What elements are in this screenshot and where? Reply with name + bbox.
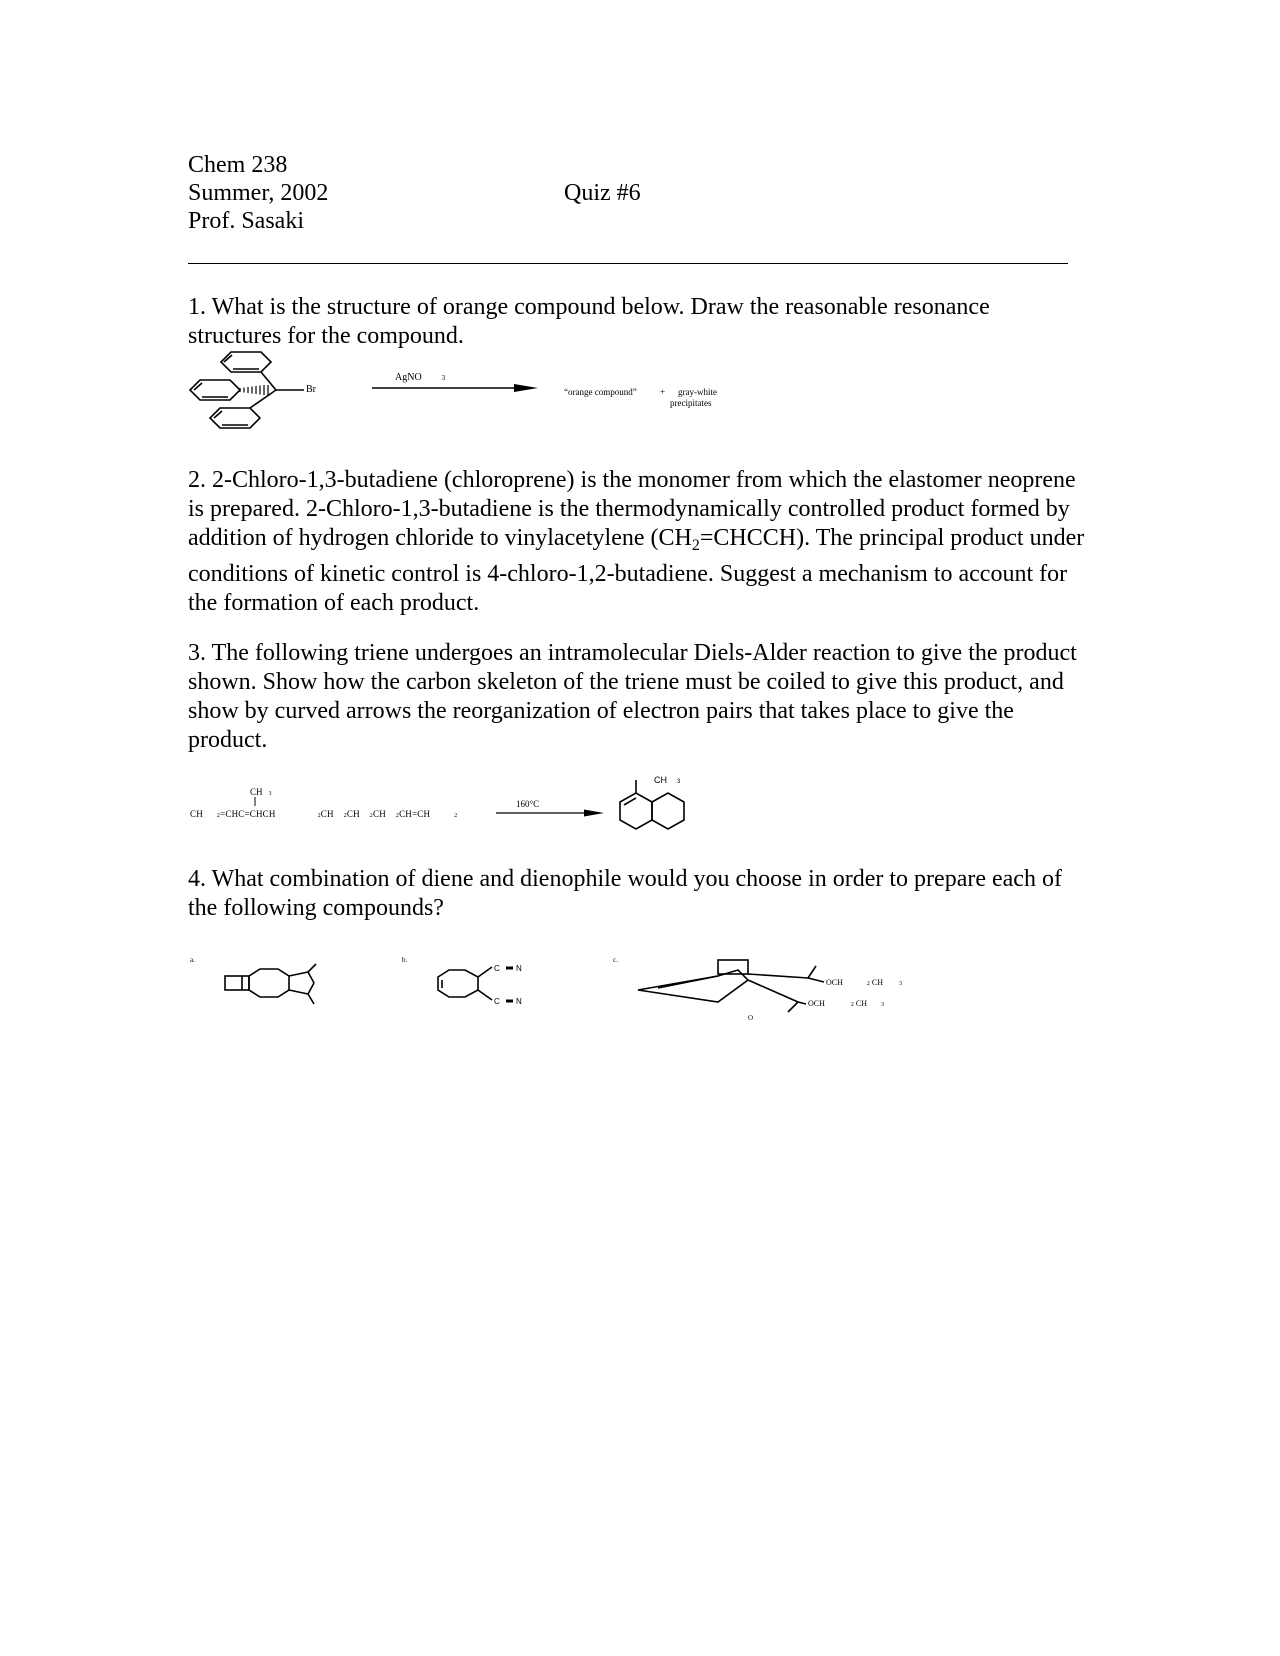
plus-sign: +: [660, 387, 666, 397]
chain-4: 2: [317, 813, 321, 819]
question-1: 1. What is the structure of orange compound below. Draw the reasonable resonance structures for the compound.: [188, 294, 990, 349]
question-2-text-b: =CHCCH). The principal product under conditions of kinetic control is 4-chloro-1,2-butadiene. Suggest a mechanism to account for the formation of each product.: [188, 525, 1085, 616]
question-3: 3. The following triene undergoes an intramolecular Diels-Alder reaction to give the product shown. Show how the carbon skeleton of the triene must be coiled to give this product, and show by curved arrows the reorganization of electron pairs that takes place to give the product.: [188, 640, 1077, 753]
chain-1: CH: [190, 809, 203, 819]
triene-ch3-text: CH: [250, 787, 263, 797]
chain-12: 2: [454, 813, 458, 819]
c-ester-1: [826, 977, 902, 990]
precipitate-line-1: gray-white: [678, 387, 717, 397]
b-c1: C: [494, 964, 500, 973]
product-ch3: [654, 774, 680, 788]
b-c2: C: [494, 997, 500, 1006]
triene-ch3-sub: 3: [268, 791, 272, 797]
header-divider: [188, 263, 1068, 264]
c-och-1: OCH: [826, 978, 843, 987]
chain-3: =CHC=CHCH: [220, 809, 276, 819]
q4-structures: [188, 950, 948, 1040]
q1-figure: [188, 348, 748, 438]
precipitate-line-2: precipitates: [670, 398, 712, 408]
compound-a-label: a.: [190, 956, 195, 964]
term: Summer, 2002: [188, 180, 329, 206]
bromine-label: Br: [306, 384, 316, 395]
product-ch3-text: CH: [654, 775, 667, 785]
chain-11: CH=CH: [399, 809, 431, 819]
chain-9: CH: [373, 809, 386, 819]
c-ch-1: CH: [871, 978, 884, 987]
instructor: Prof. Sasaki: [188, 208, 304, 234]
c-sub3-1: 3: [899, 981, 903, 987]
reagent-text: AgNO: [395, 372, 422, 383]
c-ester-2: [808, 998, 884, 1011]
chain-10: 2: [395, 813, 400, 819]
c-och-2: OCH: [808, 999, 825, 1008]
c-sub-1: 2: [866, 981, 870, 987]
c-ch-2: CH: [855, 999, 868, 1008]
chain-8: 2: [369, 813, 373, 819]
orange-compound-label: “orange compound”: [564, 387, 637, 397]
chain-7: CH: [346, 809, 360, 819]
c-carbonyl-o: O: [748, 1014, 754, 1022]
temperature-label: 160°C: [516, 799, 540, 809]
product-ch3-sub: 3: [677, 779, 681, 785]
compound-b-label: b.: [402, 956, 408, 964]
question-4: 4. What combination of diene and dienophile would you choose in order to prepare each of the following compounds?: [188, 866, 1062, 921]
chain-5: CH: [320, 809, 334, 819]
c-sub-2: 2: [850, 1002, 854, 1008]
q3-figure: [188, 775, 748, 840]
b-n2: N: [516, 997, 522, 1006]
reagent-subscript: 3: [441, 374, 446, 382]
chain-6: 2: [343, 813, 347, 819]
question-2-text-a: 2. 2-Chloro-1,3-butadiene (chloroprene) is the monomer from which the elastomer neoprene is prepared. 2-Chloro-1,3-butadiene is the thermodynamically controlled product formed by addition of hydrogen chloride to vinylacetylene (CH: [188, 467, 1076, 551]
q4-figure: [188, 950, 948, 1040]
chain-2: 2: [216, 813, 221, 819]
b-n1: N: [516, 964, 522, 973]
question-2-subscript: 2: [691, 537, 700, 554]
question-2: [188, 466, 1088, 618]
q3-arrow-and-product: [188, 780, 748, 840]
c-sub3-2: 3: [881, 1002, 885, 1008]
course-title: Chem 238: [188, 152, 288, 178]
quiz-title: Quiz #6: [564, 180, 641, 206]
compound-c-label: c.: [613, 956, 618, 964]
